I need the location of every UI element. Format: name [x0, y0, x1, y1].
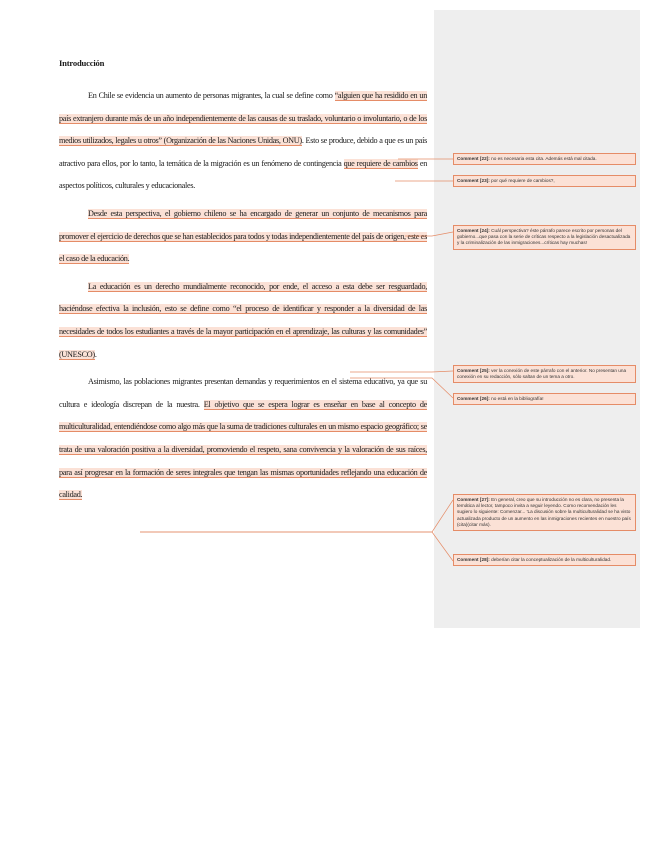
paragraph-3-text-end: . [94, 349, 97, 359]
comment-25-label: Comment [25]: [457, 368, 490, 373]
highlight-comment-24[interactable]: Desde esta perspectiva, el gobierno chileno se ha encargado de generar un conjunto de mecanismos para promover el ejercicio de derechos que se han establecidos para todos y todas independientemente del país de origen, este es el caso de la educación. [59, 208, 427, 264]
comment-26-label: Comment [26]: [457, 396, 490, 401]
paragraph-1[interactable] [59, 85, 427, 198]
comment-28-label: Comment [28]: [457, 557, 490, 562]
comment-25-text: ver la conexión de este párrafo con el anterior. No presentan una conexión en su redacción, sólo saltan de un tema a otro. [457, 368, 627, 380]
highlight-comment-22[interactable]: “alguien que ha residido en un país extranjero durante más de un año independientemente de las causas de su traslado, voluntario o involuntario, o de los medios utilizados, legales u otros” (Organización de las Naciones Unidas, ONU) [59, 91, 427, 146]
comments-margin-pane [434, 10, 640, 628]
highlight-comment-27[interactable]: El objetivo que se espera lograr es enseñar en base al concepto de multiculturalidad, entendiéndose como algo más que la suma de tradiciones culturales en un mismo espacio geográfico; se trata de una valoración positiva a la diversidad, promoviendo el respeto, sana convivencia y la valoración de sus raíces, para así progresar en la formación de seres integrales que tengan las mismas oportunidades reflejando una educación de calidad. [59, 399, 428, 500]
comment-26-text: no está en la bibliografía! [491, 396, 544, 401]
comment-25[interactable] [453, 365, 636, 383]
comment-23-label: Comment [23]: [457, 178, 490, 183]
comment-24[interactable] [453, 225, 636, 250]
document-heading: Introducción [59, 58, 105, 68]
paragraph-4-text-start: Asimismo, las poblaciones migrantes presentan demandas y requerimientos en el sistema educativo, ya que su cultura e ideología discrepan de la nuestra. [59, 377, 427, 409]
comment-24-label: Comment [24]: [457, 228, 490, 233]
document-body[interactable] [59, 56, 427, 512]
comment-23[interactable] [453, 175, 636, 187]
paragraph-1-text-end: en aspectos políticos, culturales y educacionales. [59, 158, 427, 191]
comment-28[interactable] [453, 554, 636, 566]
highlight-comment-23[interactable]: que requiere de cambios [343, 158, 418, 168]
paragraph-1-text-mid: . Esto se produce, debido a que es un país atractivo para ellos, por lo tanto, la temática de la migración es un fenómeno de contingencia [59, 136, 427, 168]
comment-22-text: no es necesaria esta cita. Además está mal citada. [491, 156, 597, 161]
paragraph-2[interactable] [59, 203, 427, 271]
comment-26[interactable] [453, 393, 636, 405]
comment-22-label: Comment [22]: [457, 156, 490, 161]
comment-27-label: Comment [27]: [457, 497, 490, 502]
leader-line-28 [140, 532, 453, 561]
comment-22[interactable] [453, 153, 636, 165]
paragraph-4[interactable] [59, 371, 427, 507]
comment-23-text: por qué requiere de cambios?, [491, 178, 555, 183]
highlight-comment-25[interactable]: La educación es un derecho mundialmente reconocido, por ende, el acceso a esta debe ser resguardado, haciéndose efectiva la inclusión, esto se define como “el proceso de identificar y responder a la diversidad de las necesidades de todos los estudiantes a través de la mayor participación en el aprendizaje, las culturas y las comunidades” (UNESCO) [59, 281, 427, 359]
paragraph-3[interactable] [59, 276, 427, 366]
comment-28-text: deberían citar la conceptualización de la multiculturalidad. [491, 557, 612, 562]
comment-27[interactable] [453, 494, 636, 531]
comment-27-text: En general, creo que su introducción no es clara, no presenta la temática al lector, tampoco invita a seguir leyendo. Como recomendación les sugiero lo siguiente: Comenzar... 'La discusión sobre la multiculturalidad se ha visto actualizada producto de un aumento en las inmigraciones recientes en nuestro país (cita)(citar más). [457, 497, 631, 527]
paragraph-1-text-start: En Chile se evidencia un aumento de personas migrantes, la cual se define como [88, 91, 335, 100]
comment-24-text: Cuál perspectiva? éste párrafo parece escrito por personas del gobierno...que pasa con la serie de críticas respecto a la legislación desactualizada y la criminalización de las inmigraciones...críticas hay muchas! [457, 228, 631, 246]
